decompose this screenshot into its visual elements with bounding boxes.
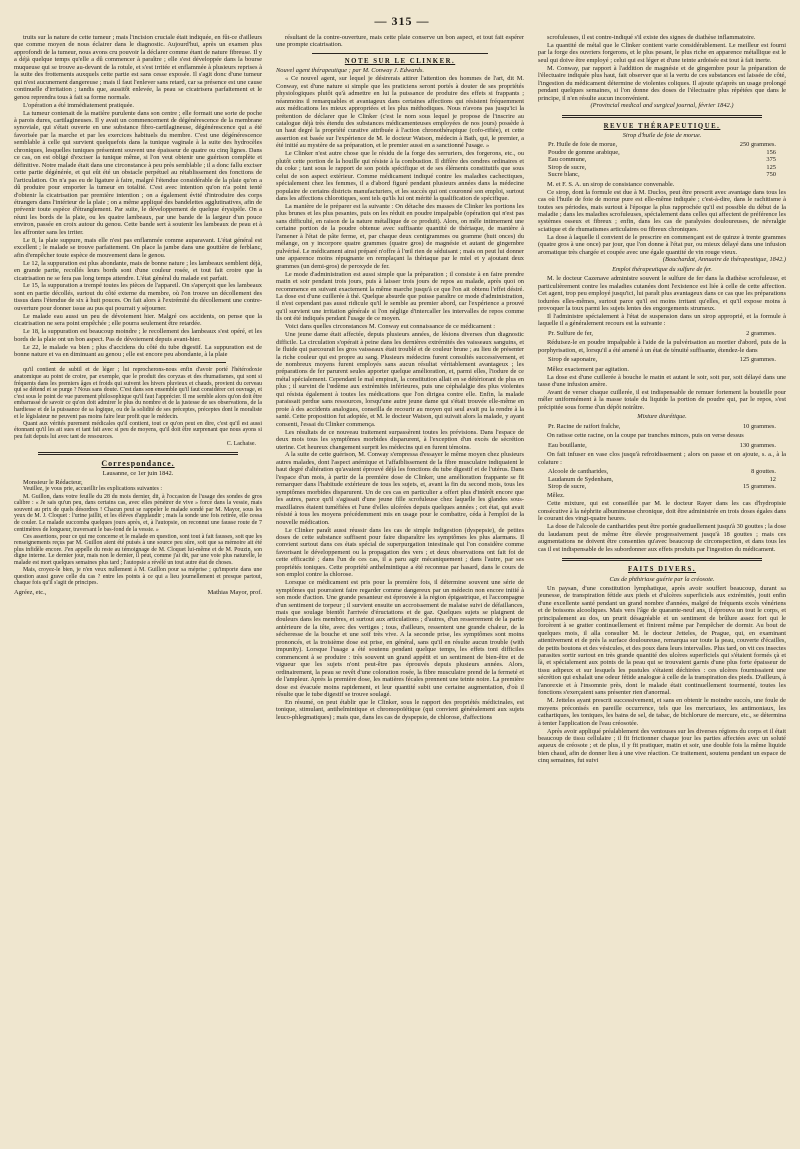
ingredient: Alcoole de cantharides, [548,468,609,476]
divider [312,53,488,54]
paragraph: La tumeur contenait de la matière purulente dans son centre ; elle formait une sorte de poche à parois dures, cartilagineuses. Il y avait un commencement de dégénérescence de la membrane synoviale, qui s'était ouverte en une substance fibro-cartilagineuse, dégénérescence qui a été favorisée par la marche et par les exercices habituels du membre. C'est une dégénérescence semblable à celle qui survient quelquefois dans la tunique vaginale à la suite des hydrocèles chroniques, lesquelles tuniques présentent souvent une épaisseur de quatre ou cinq lignes. Dans ce cas, on est obligé d'exciser la tunique même, si l'on veut obtenir une guérison complète et définitive. Notre malade était dans une circonstance à peu près semblable ; il a donc fallu exciser cette partie dégénérée, et qui eût été un obstacle perpétuel au rétablissement des fonctions de l'articulation. On n'a pas eu de ligature à faire, malgré l'étendue considérable de la plaie qu'on a dû produire pour emporter la tumeur en totalité. C'est avec intention qu'on n'a point tenté d'obtenir la cicatrisation par première intention ; on a également évité d'introduire des corps étrangers dans l'intérieur de la plaie ; on a même appliqué des bandelettes agglutinatives, afin de prévenir toute espèce d'étranglement. Par suite, le développement de quelque érysipèle. On a réuni les bords de la plaie, ou les quatre lambeaux, par une bande de la largeur d'un pouce environ, passée en croix autour du genou. Cette bande sert à soutenir les lambeaux de peau et à les affronter sans les irriter. [14,109,262,236]
quantity: 15 grammes. [742,482,776,490]
column-2 [276,34,524,1142]
paragraph: Lorsque ce médicament est pris pour la première fois, il détermine souvent une série de symptômes qui pourraient faire regarder comme dangereux par un médecin non encore initié à son mode d'action. Une grande pesanteur est éprouvée à la région épigastrique, et l'accompagne d'un sentiment de torpeur ; il survient ensuite un accroissement de malaise suivi de défaillances, mais que soulage bientôt l'arrivée d'éructations et de gaz. Quelques sujets se plaignent de douleurs dans les membres, et surtout aux articulations ; d'autres, d'un resserrement de la partie antérieure de la tête, avec des vertiges ; tous, d'ailleurs, ressentent une grande chaleur, de la sécheresse de la bouche et une soif très vive. A la seconde prise, les symptômes sont moins prononcés, et la troisième dose est prise, en général, sans qu'il en résulte aucun trouble (with impunity). Lorsque l'usage a été soutenu pendant quelque temps, les effets toni difficiles commencent à se produire : très souvent un grand appétit et un sentiment de bien-être et de vigueur que les sujets n'ont peut-être pas éprouvés depuis plusieurs années. Alors, ordinairement, la peau se revêt d'une coloration rosée, la fibre musculaire prend de la fermeté et de l'ampleur. Après la première dose, les matières fécales prennent une teinte noire. La première dose est évacuée moins rapidement, et leur quantité subit une certaine augmentation, d'où il résulte que le tube digestif se trouve soulagé. [276,579,524,698]
recipe-list [548,442,786,449]
recipe-list [548,330,786,337]
subsection-heading: Sirop d'huile de foie de morue. [622,131,702,139]
recipe-line [548,476,786,483]
paragraph: On ratisse cette racine, on la coupe par tranches minces, puis on verse dessus [547,432,744,440]
subsection-heading: Emploi thérapeutique du sulfure de fer. [612,265,712,273]
quantity: 750 [766,171,776,179]
recipe-list [548,356,786,363]
paragraph: Ces assertions, pour ce qui me concerne et le malade en question, sont tout à fait fausses, soit que les renseignements reçus par M. Guillon aient été puisés à une source peu sûre, soit que sa mémoire ait été plus infidèle encore. J'en appelle du reste au témoignage de M. Cloquet lui-même et de M. Pouzin, son digne interne. Le dernier jour, mais non le dernier, il peut, comme j'ai dit, par une voie plus naturelle, le malade est mort quelques semaines plus tard ; l'autopsie a révélé un tout autre état de choses. [14,533,262,566]
section-heading: Correspondance. [101,459,175,469]
ingredient: Sucre blanc, [548,171,580,179]
recipe-line [548,356,786,363]
paragraph: La dose à laquelle il convient de le prescrire en commençant est de quinze à trente grammes (quatre gros à une once) par jour, que l'on donne à l'état pur, ou mieux délayé dans une infusion aromatique très chargée et coupée avec une égale quantité de vin rouge vieux. [538,233,786,256]
letter-body [14,486,262,586]
paragraph: « Ce nouvel agent, sur lequel je désirerais attirer l'attention des hommes de l'art, dit M. Conway, est d'une nature si simple que les praticiens seront portés à douter de ses propriétés physiologiques plutôt qu'à admettre en lui la puissance de produire des effets si frappants ; néanmoins il remarquables et avantageux dans certaines affections qui résistent fréquemment aux médications les mieux appropriées et les plus méthodiques. Nous n'avons pas jusqu'ici la prétention de déclarer que le Clinker (c'est le nom sous lequel je propose de l'inscrire au catalogue déjà très étendu des substances médicamenteuses employées de nos jours) possède à un haut degré la propriété curative attribuée à l'action chronothérapique (cofo-rifiée), et cette assertion est basée sur l'expérience de M. le docteur Watson, médecin à Bath, qui, le premier, a été initié au mystère de sa préparation, et le premier aussi en a sanctionné l'usage. » [276,75,524,150]
quantity: 250 grammes. [739,141,776,149]
paragraph: Le Clinker paraît aussi réussir dans les cas de simple indigestion (dyspepsie), de petites doses de cette substance suffisent pour faire disparaître les symptômes les plus alarmans. Il convient surtout dans ces états spécial de superpurgation intestinale qui l'on considère comme favorisant le développement ou la propagation des vers ; et deux observations ont fait foi de cette efficacité ; dans l'un de ces cas, il a paru agir mécaniquement ; dans l'autre, par ses propriétés toniques. Cette propriété anthelmintique a été reconnue par hasard, dans le cours de son emploi contre la chlorose. [276,526,524,579]
paragraph: Après avoir appliqué préalablement des ventouses sur les diverses régions du corps et il était beaucoup de tissu cellulaire ; il fit frictionner chaque jour les parties affectées avec un soluté aqueux de créosote ; et de plus, il y fit pratiquer, matin et soir, une double fois la même liquide bien chaud, afin de donner lieu à une vive réaction. Ce traitement, soutenu pendant un espace de cinq semaines, fut suivi [538,727,786,765]
quantity: 130 grammes. [739,441,776,449]
feuilleton-footer [14,367,262,447]
paragraph: Mêlez exactement par agitation. [547,365,629,373]
recipe-line [548,423,786,430]
recipe-list [548,141,786,178]
ingredient: Laudanum de Sydenham, [548,475,614,483]
paragraph: La manière de le préparer est la suivante : On détache des masses de Clinker les portions les plus brunes et les plus pesantes, puis on les réduit en poudre impalpable (opération qui n'est pas sans difficulté, en raison de la nature métallique de ce produit). Alors, on mêle intimement une certaine portion de la poudre obtenue avec suffisante quantité de thériaque, de manière à l'amener à l'état de pâte ferme, et, par chaque deux centigrammes ou gramme (huit onces) du mélange, on y incorpore quatre grammes (quatre gros) de magnésie et autant de gingembre pulvérisé. Le médicament ainsi préparé n'offre à l'œil rien de séduisant ; mais on peut lui donner une apparence moins répugnante en remplaçant la thériaque par le miel et y ajoutant deux grammes (un demi-gros) de peroxyde de fer. [276,203,524,270]
ingredient: Sirop de sucre, [548,163,587,171]
quantity: 12 [769,475,776,483]
ingredient: Sirop de sucre, [548,482,587,490]
paragraph: L'opération a été immédiatement pratiquée. [23,101,134,109]
quantity: 10 grammes. [742,422,776,430]
paragraph: Avant de verser chaque cuillerée, il est indispensable de remuer fortement la bouteille pour mêler uniformément à la masse totale du liquide la portion de poudre qui, par le repos, s'est précipitée sous forme d'un dépôt noirâtre. [538,388,786,411]
paragraph: La dose de l'alcoole de cantharides peut être portée graduellement jusqu'à 30 gouttes ; la dose du laudanum peut de même être élevée progressivement jusqu'à 18 gouttes ; mais ces augmentations ne doivent être consenties qu'avec beaucoup de circonspection, et dans tous les cas il est indispensable de les subordonner aux effets produits par l'ingestion du médicament. [538,523,786,553]
paragraph: Le mode d'administration est aussi simple que la préparation ; il consiste à en faire prendre matin et soir pendant trois jours, puis à laisser trois jours de repos au malade, après quoi on recommence en suivant exactement la même marche jusqu'à ce que l'on ait obtenu l'effet désiré. La dose est d'une cuillerée à thé. Quelque absurde que puisse paraître ce mode d'administration, il n'est cependant pas aussi ridicule qu'il le semble au premier abord, car l'expérience a prouvé qu'il survient une irritation générale si l'on néglige d'intercaller les intervalles de repos comme ils ont été indiqués pendant l'usage de ce moyen. [276,270,524,323]
paragraph: Le 8, la plaie suppure, mais elle n'est pas enflammée comme auparavant. L'état général est excellent ; le malade se trouve parfaitement. On place la jambe dans une gouttière de ferblanc, afin d'empêcher toute espèce de mouvement dans le genou. [14,236,262,259]
section-heading: FAITS DIVERS. [627,566,697,574]
recipe-line [548,141,786,148]
quantity: 2 grammes. [746,329,776,337]
paragraph: Mêlez. [547,492,565,500]
page-number: — 315 — [374,14,430,28]
paragraph: Veuillez, je vous prie, accueillir les explications suivantes : [23,486,163,493]
ingredient: Eau commune, [548,156,587,164]
signature: Mathias Mayor, prof. [207,588,262,596]
ingredient: Pr. Racine de raifort fraîche, [548,422,621,430]
ingredient: Sirop de saponaire, [548,356,598,364]
paragraph: Voici dans quelles circonstances M. Conway eut connaissance de ce médicament : [285,323,495,331]
paragraph: La quantité de métal que le Clinker contient varie considérablement. Le meilleur est fourni par la forge des ouvriers forgerons, et le plus pesant, le plus riche en apparence métallique est le seul qui doive être employé ; celui qui est léger et d'une teinte ardoisée est tout à fait inerte. [538,41,786,64]
dateline: Lausanne, ce 1er juin 1842. [102,469,174,477]
quantity: 125 [766,163,776,171]
column-3 [538,34,786,1142]
paragraph: M. Guillon, dans votre feuille du 28 du mois dernier, dit, à l'occasion de l'usage des sondes de gros calibre : « Je sais qu'un peu, dans certains cas, avec elles pénétrer de vive » force dans la vessie, mais souvent au prix de quels désordres ! Chacun peut se rappeler le malade sondé par M. Mayor, sous les yeux de M. J. Cloquet : l'urine jaillit, et les élèves d'applaudir ; mais la sonde une fois retirée, elle cessa de couler. Le malade succomba quelques jours après, et, à l'autopsie, on reconnut une fausse route de 7 centimètres de longueur, traversant le bas-fond de la vessie. » [14,493,262,533]
paragraph: Le malade eau aussi un peu de dévoiement hier. Malgré ces accidents, on pense que la cicatrisation ne sera point empêchée ; elle pourra seulement être retardée. [14,312,262,328]
paragraph: Le 12, la suppuration est plus abondante, mais de bonne nature ; les lambeaux semblent déjà, en grande partie, recollés leurs bords sont d'une couleur rosée, et tout fait croire que la cicatrisation ne se fera pas long temps attendre. L'état général du malade est parfait. [14,259,262,282]
source-citation: (Provincial medical and surgical journal, février 1842.) [590,102,734,110]
quantity: 156 [766,148,776,156]
paragraph: résultant de la contre-ouverture, mais cette plaie conserve un bon aspect, et tout fait espérer une prompte cicatrisation. [276,34,524,49]
quantity: 8 gouttes. [751,468,776,476]
recipe-line [548,468,786,475]
paragraph: Mais, croyez-le bien, je n'en veux nullement à M. Guillon pour sa méprise ; qu'importe dans une question aussi grave celle du cas ? entre les points à ce qui a lieu journellement et presque partout, chaque fois qu'il s'agit de principes. [14,567,262,587]
ingredient: Poudre de gomme arabique, [548,148,620,156]
paragraph: On fait infuser en vase clos jusqu'à refroidissement ; alors on passe et on ajoute, s. a., à la colature : [538,451,786,466]
signature: C. Lachaise. [226,440,256,447]
ingredient: Eau bouillante, [548,441,587,449]
paragraph: Quant aux vérités purement médicales qu'il contient, tout ce qu'on peut en dire, c'est qu'il est aussi étonnant qu'il les ait sues et tant fait avec si peu de moyens, qu'il doit être surprenant que nous ayons si peu fait depuis lui avec tant de ressources. [14,420,262,440]
paragraph: Le 15, la suppuration a trempé toutes les pièces de l'appareil. On s'aperçoit que les lambeaux sont en partie décollés, surtout du côté externe du membre, où l'on trouve un décollement des tissus dans l'étendue de six à huit pouces. On fait alors à l'extrémité du décollement une contre-ouverture pour donner issue au pus qui pourrait y séjourner. [14,282,262,312]
paragraph: Une jeune dame était affectée, depuis plusieurs années, de lésions diverses d'un diagnostic difficile. La circulation s'opérait à peine dans les dernières extrémités des vaisseaux sanguins, et le fluide qui parcourait les gros vaisseaux était troublé et de couleur brune ; au lieu de présenter la riche couleur qui est propre au sang. Plusieurs médecins furent consultés successivement, et de nombreux moyens furent employés sans aucun résultat véritablement avantageux ; les préparations de fer parurent seules apporter quelque amélioration, et, parmi elles, l'iodure de ce métal spécialement. Cependant le mal empirait, la constitution allait en se détériorant de plus en plus ; il survint de l'œdème aux extrémités inférieures, puis une céphalalgie des plus violentes qui résista également à toutes les médications que l'on dirigea contre elle. Enfin, la malade paraissait perdue sans ressources, lorsqu'une autre jeune dame qui s'était trouvée elle-même en proie à des accidents analogues, conseilla de recourir au moyen qui seul avait pu la rendre à la santé. Cette proposition fut adoptée, et M. le docteur Watson, qui suivait alors la malade, y ayant consenti, l'essai du Clinker commença. [276,331,524,428]
paragraph: Cette mixture, qui est conseillée par M. le docteur Rayer dans les cas d'hydropisie consécutive à la néphrite albumineuse chronique, doit être administrée en trois doses égales dans le courant des vingt-quatre heures. [538,500,786,523]
paragraph: M. Jetteles ayant prescrit successivement, et sans en obtenir le moindre succès, une foule de moyens préconisés en pareille occurrence, tels que les mercuriaux, les antimoniaux, les cathartiques, les toniques, les bains de sel, de tabac, de bichlorure de mercure, etc., se détermina à tenter l'application de l'eau créosotée. [538,697,786,727]
section-heading: NOTE SUR LE CLINKER. [344,57,456,65]
recipe-line [548,330,786,337]
quantity: 125 grammes. [739,356,776,364]
divider [38,452,238,455]
paragraph: Il l'administre spécialement à l'état de suspension dans un sirop approprié, et la formule à laquelle il a généralement recours est la suivante : [538,312,786,328]
subsection-heading: Cas de phthiriase guérie par la créosote. [609,575,715,583]
paragraph: Le 18, la suppuration est beaucoup moindre ; le recollement des lambeaux s'est opéré, et les bords de la plaie ont un bon aspect. Pas de dévoiement depuis avant-hier. [14,328,262,343]
paragraph: Les résultats de ce nouveau traitement surpassèrent toutes les prévisions. Dans l'espace de deux mois tous les symptômes morbides disparurent, à l'exception d'un excès de sécrétion uterine. Cet heureux changement surprit les médecins qui en furent témoins. [276,428,524,451]
ingredient: Pr. Huile de foie de morue, [548,141,618,149]
paragraph: La dose est d'une cuillerée à bouche le matin et autant le soir, soit pur, soit délayé dans une tasse d'une infusion amère. [538,373,786,389]
paragraph: qu'il contient de subtil et de léger ; lui reprocherons-nous enfin d'avoir porté l'hétérodoxie anatomique au point de croire, par exemple, que le produit des coryzas et des rhumatismes, qui sont si fréquents dans les premiers âges et froids qui suivent les hivers pluvieux et chauds, provient du cerveau qui se détend et se purge ? Nous sans doute. C'est dans son ensemble qu'il faut considérer cet ouvrage, et c'est sous le point de vue purement philosophique qu'il faut l'apprécier. Il me semble alors qu'on doit être embarrassé de savoir ce qu'on doit admirer le plus du nombre et de la justesse de ses observations, de la hardiesse et de la puissance de sa logique, ou de la solidité de ses préceptes, préceptes dont le moraliste et le législateur ne peuvent pas moins faire leur profit que le médecin. [14,367,262,420]
recipe-list [548,468,786,490]
subsection-heading: Mixture diurétique. [637,413,687,421]
recipe-line [548,149,786,156]
recipe-line [548,171,786,178]
recipe-note: M. et F. S. A. un sirop de consistance convenable. [547,180,675,188]
paragraph: Réduisez-le en poudre impalpable à l'aide de la pulvérisation au mortier d'abord, puis de la porphyrisation, et, lorsqu'il a été amené à un état de ténuité suffisante, étendez-le dans [538,339,786,354]
quantity: 375 [766,156,776,164]
paragraph: truits sur la nature de cette tumeur ; mais l'incision cruciale était indiquée, en fût-ce d'ailleurs que comme moyen de nous éclairer dans le diagnostic. Aujourd'hui, après un examen plus approfondi de la tumeur, nous avons cru pouvoir la déclarer comme étant de nature fibreuse. Il y a déjà quelque temps qu'elle a dû commencer à paraître ; elle s'est développée dans la bourse muqueuse qui se trouve au-devant de la rotule, et s'est irritée et enflammée à plusieurs reprises à la suite des frottements auxquels cette partie est sans cesse exposée. Il s'agit donc d'une tumeur qui n'est aucunement dangereuse ; mais il faut l'enlever sans retard, car sa présence est une cause continuelle d'irritation ; tandis que, aussitôt enlevée, la peau se cicatrisera parfaitement et le genou reprendra tous à fait sa forme normale. [14,34,262,101]
recipe-line [548,164,786,171]
recipe-list [548,423,786,430]
closing: Agréez, etc., [14,588,47,596]
section-heading: REVUE THÉRAPEUTIQUE. [603,122,721,130]
paragraph: Ce sirop, dont la formule est due à M. Duclos, peut être prescrit avec avantage dans tous les cas où l'huile de foie de morue pure est elle-même indiquée ; c'est-à-dire, dans le rachitisme à toutes ses périodes, mais surtout à l'époque la plus rapprochée qu'il est possible du début de la maladie ; dans les maladies scrofuleuses, spécialement dans celles qui affectent de préférence les systèmes osseux et fibreux ; enfin, dans les cas de paralysies douloureuses, de névralgie sciatique et de rhumatismes articulaires ou fibreux chroniques. [538,188,786,233]
article-byline: Nouvel agent thérapeutique ; par M. Conway J. Edwards. [276,67,424,75]
paragraph: M. Conway, par rapport à l'addition de magnésie et de gingembre pour la préparation de l'électuaire indiquée plus haut, fait observer que si la vertu de ces substances est laissée de côté, l'ingestion du médicament détermine de violentes coliques. Il ajoute qu'après un usage prolongé pendant quelques semaines, si l'on donne des doses de l'électuaire plus répétées que dans le principe, il n'en résulte aucun inconvénient. [538,64,786,102]
divider [562,558,762,561]
recipe-line [548,483,786,490]
paragraph: Le 22, le malade va bien ; plus d'accidens du côté du tube digestif. La suppuration est de bonne nature et va en diminuant au genou ; elle est encore peu abondante, à la plaie [14,343,262,359]
paragraph: En résumé, on peut établir que le Clinker, sous le rapport des propriétés médicinales, est tonique, stimulant, antihelmintique et chromopoïétique (qui convient généralement aux sujets leuco-phlegmatiques) ; mais que, dans les cas de dyspepsie, de chlorose, d'affections [276,698,524,721]
column-1 [14,34,262,1142]
paragraph: A la suite de cette guérison, M. Conway s'empressa d'essayer le même moyen chez plusieurs autres malades, dont l'aspect anémique et l'affaiblissement de la fibre musculaire indiquaient le haut degré d'altération qu'avaient éprouvé déjà les fonctions du tube digestif et de l'utérus. Dans l'espace d'un mois, à partir de la première dose de Clinker, une amélioration frappante se fit remarquer dans l'habitude extérieure de tous les sujets, et, avant la fin du second mois, tous les symptômes morbides disparurent. Un de ces cas en particulier a offert plus d'intérêt encore que les autres, parce qu'il s'agissait d'une jeune fille scrofuleuse chez laquelle les glandes sous-maxillaires étaient tuméfiées et l'une d'elles ulcérées depuis quelques années ; cet état, qui avait résisté à tous les moyens précédemment mis en usage pour le combattre, céda à l'emploi de la nouvelle médication. [276,451,524,526]
divider [50,362,226,363]
salutation: Monsieur le Rédacteur, [23,479,83,487]
source-citation: (Bouchardat, Annuaire de thérapeutique, 1842.) [662,256,786,264]
paragraph: scrofuleuses, il est contre-indiqué s'il existe des signes de diathèse inflammatoire. [547,34,756,41]
paragraph: M. le docteur Cazenave administre souvent le sulfure de fer dans la diathèse scrofuleuse, et particulièrement contre les maladies cutanées dont l'existence est liée à celle de cette affection. Cet agent, trop peu employé jusqu'ici, lui paraît plus avantageux dans ce cas que les préparations iodurées elles-mêmes, surtout parce qu'il est moins irritant qu'elles, et qu'il expose moins à provoquer la toux parmi les sujets lentes des engorgements strumeux. [538,275,786,312]
letter-signature [14,589,262,596]
divider [562,115,762,118]
recipe-line [548,156,786,163]
ingredient: Pr. Sulfure de fer, [548,329,593,337]
paragraph: Le Clinker n'est autre chose que le résidu de la forge des serruriers, des forgerons, etc., ou plutôt cette portion de la houille qui résiste à la combustion. Il diffère des cendres ordinaires et du coke ; tant sous le rapport de son poids spécifique et de ses éléments constitutifs que sous celui de son aspect extérieur. Comme médicament indiqué contre les maladies cachectiques, spécialement chez les femmes, il a d'abord figuré pendant plusieurs années dans la médecine populaire de certains districts manufacturiers, et les succès qui ont couronné son emploi, surtout dans les affections chlorotiques, sont tels qu'ils lui ont mérité la qualification de spécifique. [276,150,524,203]
recipe-line [548,442,786,449]
paragraph: Un paysan, d'une constitution lymphatique, après avoir souffert beaucoup, durant sa jeunesse, de transpiration fétide aux pieds et d'ulcères superficiels aux extrémités, jouit enfin d'une excellente santé pendant un grand nombre d'années, malgré de fréquents excès vénériens et de boissons alcooliques. Mais vers l'âge de quarante-neuf ans, il éprouva un tout le corps, et principalement au dos, un prurit désagréable et un sentiment de brûlure assez fort qui le forcèrent à se gratter continuellement et finirent même par l'empêcher de dormir. Au bout de quelques mois, il alla consulter M. le docteur Jetteles, de Prague, qui, en examinant attentivement et de près la surface douloureuse, remarqua sur toute la peau, couverte d'écailles, de petits boutons et des vésicules, et des poux dans leurs intervalles. Plus tard, on vit ces insectes parasites sortir surtout en très grande quantité des ulcères superficiels qui s'étaient formés çà et là, et spécialement aux points de la peau qui se trouvaient garnis d'une plus forte épaisseur de tissu adipeux et sur lesquels les pustules s'étaient déchirées : ces ulcères fournissaient une sécrétion qui exhalait une odeur fétide analogue à celle de la transpiration des pieds. D'ailleurs, à l'anorexie et à l'insomnie près, dont le malade était continuellement tourmenté, toutes les fonctions s'exerçaient sans présenter rien d'anormal. [538,584,786,697]
